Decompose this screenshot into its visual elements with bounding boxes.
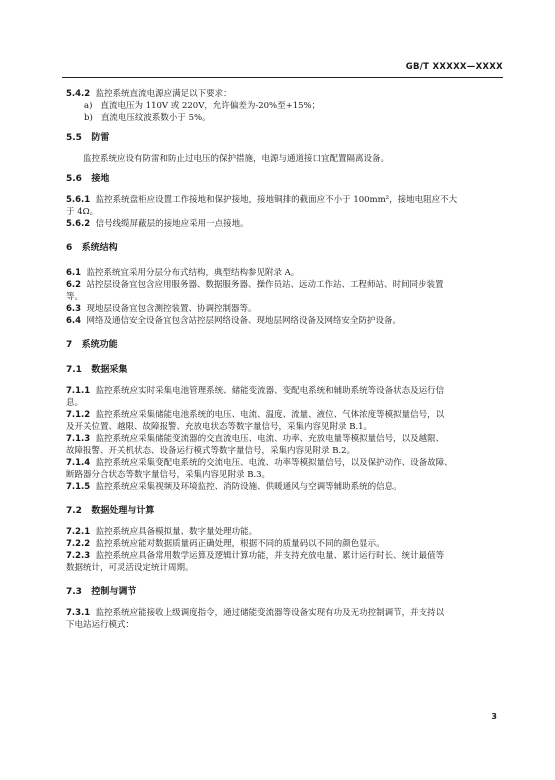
heading-7-3: 7.3 控制与调节 [66,587,137,597]
header-rule [62,77,503,78]
clause-7-2-3: 7.2.3 监控系统应具备常用数学运算及逻辑计算功能，并支持充放电量、累计运行时长、统计最值等 [66,551,445,561]
clause-6-3: 6.3 现地层设备宜包含测控装置、协调控制器等。 [66,304,257,314]
heading-7: 7 系统功能 [66,340,118,350]
clause-7-1-5: 7.1.5 监控系统应采集视频及环境监控、消防设施、供暖通风与空调等辅助系统的信息。 [66,482,402,492]
clause-7-1-1: 7.1.1 监控系统应实时采集电池管理系统、储能变流器、变配电系统和辅助系统等设备状态及运行信 [66,386,445,396]
standard-code: GB/T XXXXX—XXXX [405,62,503,72]
clause-6-4: 6.4 网络及通信安全设备宜包含站控层网络设备、现地层网络设备及网络安全防护设备。 [66,316,401,326]
list-item-a: a) 直流电压为 110V 或 220V，允许偏差为-20%至+15%； [84,101,321,111]
heading-5-6: 5.6 接地 [66,174,110,184]
heading-5-5: 5.5 防雷 [66,133,110,143]
list-item-b: b) 直流电压纹波系数小于 5%。 [84,113,211,123]
clause-7-1-2: 7.1.2 监控系统应采集储能电池系统的电压、电流、温度、流量、液位、气体浓度等模拟量信号，以 [66,410,445,420]
clause-7-1-3-cont: 故障报警、开关机状态、设备运行模式等数字量信号，采集内容见附录 B.2。 [66,446,356,456]
clause-7-1-3: 7.1.3 监控系统应采集储能变流器的交直流电压、电流、功率、充放电量等模拟量信号，以及越限、 [66,434,445,444]
heading-7-2: 7.2 数据处理与计算 [66,506,155,516]
clause-7-1-1-cont: 息。 [66,398,84,408]
page-number: 3 [491,712,497,721]
heading-7-1: 7.1 数据采集 [66,365,128,375]
clause-5-6-2: 5.6.2 信号线缆屏蔽层的接地应采用一点接地。 [66,219,249,229]
page-content [66,88,506,631]
clause-7-2-3-cont: 数据统计，可灵活设定统计周期。 [66,563,194,573]
clause-7-1-4: 7.1.4 监控系统应采集变配电系统的交流电压、电流、功率等模拟量信号，以及保护动作、设备故障、 [66,458,453,468]
clause-6-2-cont: 等。 [66,292,84,302]
clause-5-4-2: 5.4.2 监控系统直流电源应满足以下要求： [66,89,232,99]
clause-7-1-4-cont: 断路器分合状态等数字量信号，采集内容见附录 B.3。 [66,470,271,480]
clause-6-2: 6.2 站控层设备宜包含应用服务器、数据服务器、操作员站、远动工作站、工程师站、时间同步装置 [66,280,444,290]
clause-7-3-1: 7.3.1 监控系统应能接收上级调度指令，通过储能变流器等设备实现有功及无功控制调节，并支持以 [66,608,445,618]
clause-7-3-1-cont: 下电站运行模式： [66,620,135,630]
clause-7-2-1: 7.2.1 监控系统应具备模拟量、数字量处理功能。 [66,527,258,537]
clause-6-1: 6.1 监控系统宜采用分层分布式结构，典型结构参见附录 A。 [66,268,300,278]
clause-5-6-1-cont: 于 4Ω。 [66,207,99,217]
heading-6: 6 系统结构 [66,243,118,253]
clause-7-2-2: 7.2.2 监控系统应能对数据质量码正确处理，根据不同的质量码以不同的颜色显示。 [66,539,385,549]
clause-7-1-2-cont: 及开关位置、越限、故障报警、充放电状态等数字量信号，采集内容见附录 B.1。 [66,422,373,432]
para-5-5: 监控系统应设有防雷和防止过电压的保护措施，电源与通道接口宜配置隔离设备。 [83,154,390,164]
clause-5-6-1: 5.6.1 监控系统盘柜应设置工作接地和保护接地，接地铜排的截面应不小于 100mm²，接地电阻应不大 [66,195,458,205]
